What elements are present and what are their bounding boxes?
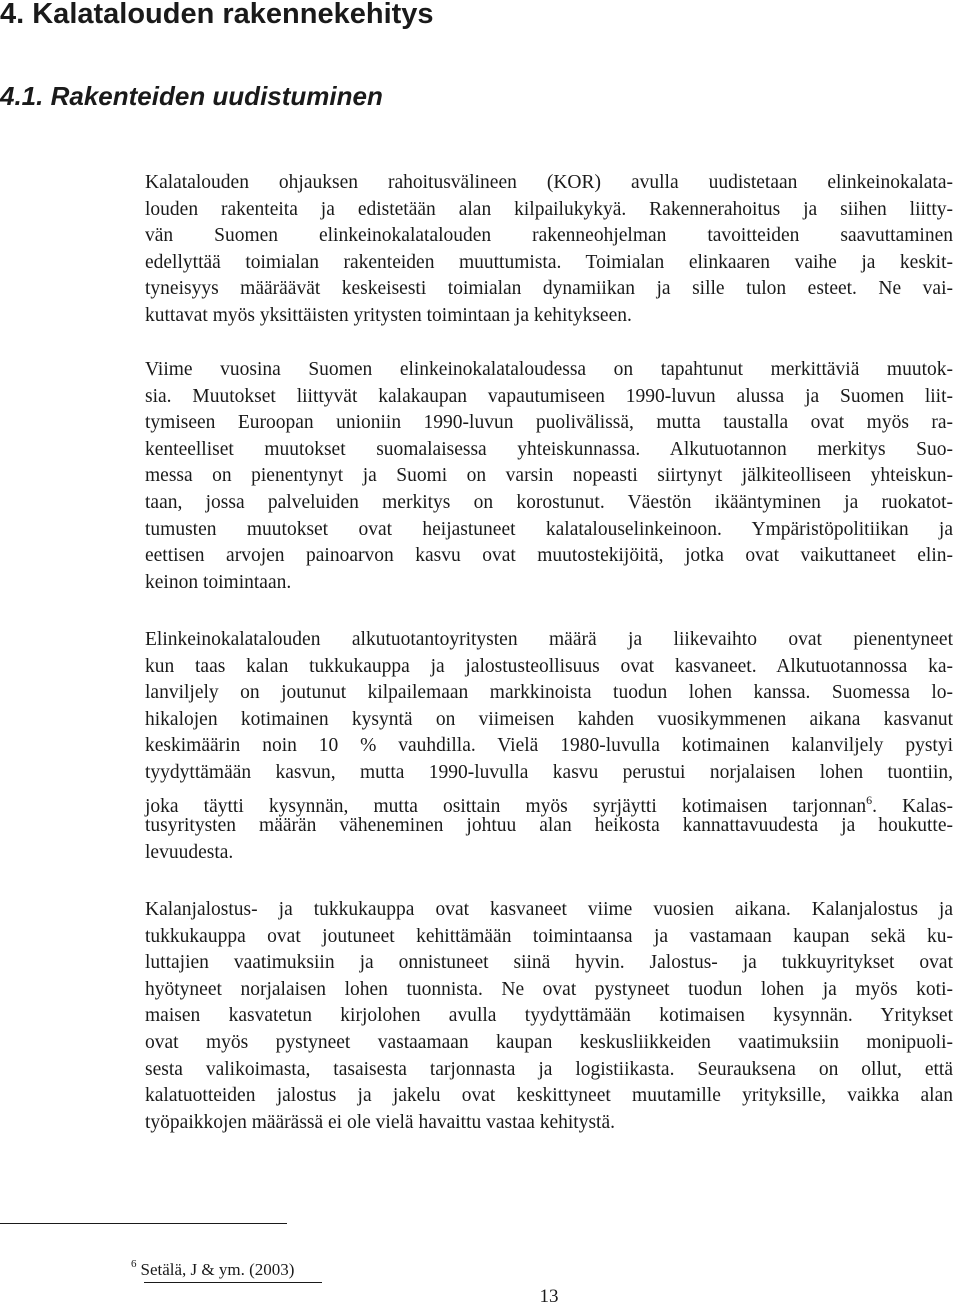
- text-line: tukkukauppa ovat joutuneet kehittämään toimintaansa ja vastamaan kaupan sekä ku-: [145, 925, 953, 947]
- text-line: tyydyttämään kasvun, mutta 1990-luvulla kasvu perustui norjalaisen lohen tuontiin,: [145, 761, 953, 783]
- text-line: kenteelliset muutokset suomalaisessa yhteiskunnassa. Alkutuotannon merkitys Suo-: [145, 438, 953, 460]
- text-line: sesta valikoimasta, tasaisesta tarjonnasta ja logistiikasta. Seurauksena on ollut, että: [145, 1058, 953, 1080]
- text-line: Kalanjalostus- ja tukkukauppa ovat kasvaneet viime vuosien aikana. Kalanjalostus ja: [145, 899, 953, 920]
- text-line: Elinkeinokalatalouden alkutuotantoyritysten määrä ja liikevaihto ovat pienentyneet: [145, 629, 953, 650]
- paragraph-1: [145, 170, 953, 330]
- chapter-heading: 4. Kalatalouden rakennekehitys: [0, 0, 434, 30]
- text-line: hyötyneet norjalaisen lohen tuonnista. Ne ovat pystyneet tuodun lohen ja myös koti-: [145, 978, 953, 1000]
- text-line: edellyttää toimialan rakenteiden muuttumista. Toimialan elinkaaren vaihe ja keskit-: [145, 251, 953, 273]
- paragraph-3: [145, 627, 953, 866]
- text-line: levuudesta.: [145, 841, 234, 863]
- text-line: kun taas kalan tukkukauppa ja jalostusteollisuus ovat kasvaneet. Alkutuotannossa ka-: [145, 655, 953, 677]
- text-line: messa on pienentynyt ja Suomi on varsin nopeasti siirtynyt jälkiteolliseen yhteiskun-: [145, 465, 953, 487]
- text-line: keinon toimintaan.: [145, 571, 292, 593]
- section-heading: 4.1. Rakenteiden uudistuminen: [0, 81, 383, 111]
- text-line: tusyritysten määrän väheneminen johtuu alan heikosta kannattavuudesta ja houkutte-: [145, 815, 953, 837]
- page-number: 13: [539, 1286, 559, 1307]
- text-line: kalatuotteiden jalostus ja jakelu ovat keskittyneet muutamille yrityksille, vaikka alan: [145, 1085, 953, 1107]
- text-line: sia. Muutokset liittyvät kalakaupan vapautumiseen 1990-luvun alussa ja Suomen liit-: [145, 385, 953, 407]
- footnote-marker: 6: [131, 1258, 137, 1270]
- text-line: tumusten muutokset ovat heijastuneet kalatalouselinkeinoon. Ympäristöpolitiikan ja: [145, 518, 953, 540]
- text-line: Kalatalouden ohjauksen rahoitusvälineen (KOR) avulla uudistetaan elinkeinokalata-: [145, 172, 953, 193]
- footnote-text: Setälä, J & ym. (2003): [140, 1260, 295, 1279]
- footnote-underline: [144, 1282, 322, 1283]
- text-line-with-footnote-ref: [145, 787, 953, 817]
- text-line: lanviljely on joutunut kilpailemaan markkinoista tuodun lohen kanssa. Suomessa lo-: [145, 682, 953, 704]
- text-line: tyneisyys määräävät keskeisesti toimialan dynamiikan ja sille tulon esteet. Ne vai-: [145, 278, 953, 300]
- paragraph-2: [145, 357, 953, 596]
- footnote-ref-marker: 6: [866, 792, 873, 807]
- text-line: louden rakenteita ja edistetään alan kilpailukykyä. Rakennerahoitus ja siihen liitty-: [145, 198, 953, 220]
- text-line: tymiseen Euroopan unioniin 1990-luvun puolivälissä, mutta taustalla ovat myös ra-: [145, 412, 953, 434]
- text-line: maisen kasvatetun kirjolohen avulla tyydyttämään kotimaisen kysynnän. Yritykset: [145, 1005, 953, 1027]
- text-line: ovat myös pystyneet vastaamaan kaupan keskusliikkeiden vaatimuksiin monipuoli-: [145, 1031, 953, 1053]
- paragraph-4: [145, 897, 953, 1136]
- text-line: Viime vuosina Suomen elinkeinokalataloudessa on tapahtunut merkittäviä muutok-: [145, 359, 953, 380]
- footnote-separator: [0, 1223, 287, 1224]
- text-line: eettisen arvojen painoarvon kasvu ovat muutostekijöitä, jotka ovat vaikuttaneet elin-: [145, 545, 953, 567]
- text-line: luttajien vaatimuksiin ja onnistuneet siinä hyvin. Jalostus- ja tukkuyritykset ovat: [145, 952, 953, 974]
- text-line: keskimäärin noin 10 % vauhdilla. Vielä 1980-luvulla kotimainen kalanviljely pystyi: [145, 735, 953, 757]
- text-line: vän Suomen elinkeinokalatalouden rakenneohjelman tavoitteiden saavuttaminen: [145, 225, 953, 247]
- text-line: kuttavat myös yksittäisten yritysten toimintaan ja kehitykseen.: [145, 304, 632, 326]
- footnote-ref-text: joka täytti kysynnän, mutta osittain myös syrjäytti kotimaisen tarjonnan$^6$. Kalas-: [145, 792, 953, 817]
- footnote: [131, 1253, 294, 1281]
- text-line: työpaikkojen määrässä ei ole vielä havaittu vastaa kehitystä.: [145, 1111, 615, 1133]
- text-line: taan, jossa palveluiden merkitys on korostunut. Väestön ikääntyminen ja ruokatot-: [145, 491, 953, 513]
- text-line: hikalojen kotimainen kysyntä on viimeisen kahden vuosikymmenen aikana kasvanut: [145, 708, 953, 730]
